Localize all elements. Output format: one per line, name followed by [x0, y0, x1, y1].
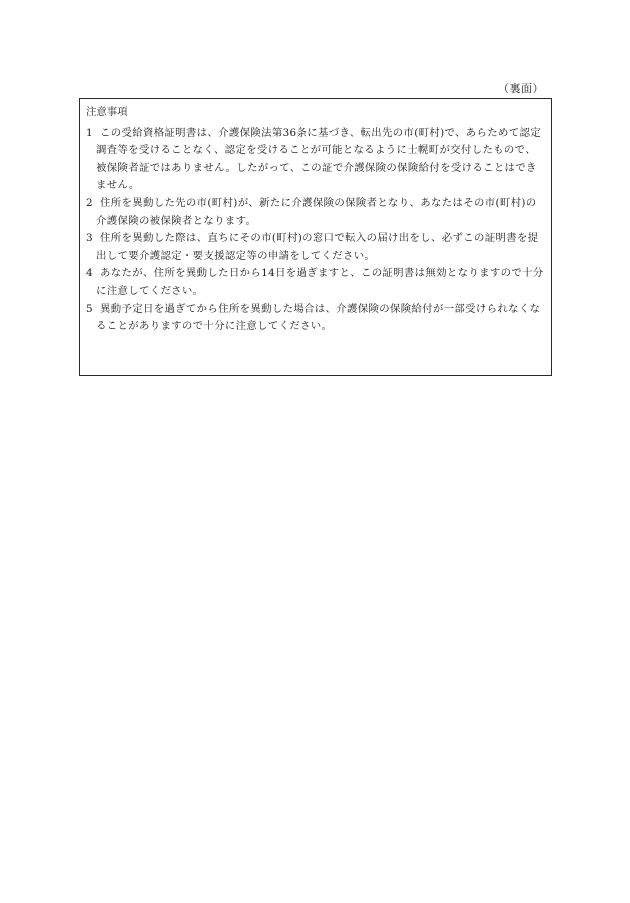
notice-item-number: 1 — [86, 126, 93, 139]
notice-item-5 — [86, 301, 545, 336]
notice-item-number: 5 — [86, 302, 93, 315]
notice-item-number: 3 — [86, 232, 93, 245]
notice-item-number: 2 — [86, 196, 93, 209]
notice-item-text: あなたが、住所を異動した日から14日を過ぎますと、この証明書は無効となりますので十分に注意してください。 — [96, 267, 544, 297]
notice-item-2 — [86, 195, 545, 230]
notice-item-4 — [86, 265, 545, 300]
notice-item-text: 異動予定日を過ぎてから住所を異動した場合は、介護保険の保険給付が一部受けられなくなることがありますので十分に注意してください。 — [96, 302, 541, 333]
notice-item-number: 4 — [86, 267, 93, 280]
notice-item-1 — [86, 125, 545, 195]
notice-item-text: 住所を異動した際は、直ちにその市(町村)の窓口で転入の届け出をし、必ずこの証明書を提出して要介護認定・要支援認定等の申請をしてください。 — [96, 232, 539, 262]
notice-item-3 — [86, 230, 545, 265]
page-side-label: （裏面） — [498, 82, 544, 95]
notice-item-text: 住所を異動した先の市(町村)が、新たに介護保険の保険者となり、あなたはその市(町村)の介護保険の被保険者となります。 — [96, 196, 537, 227]
notice-title: 注意事項 — [86, 106, 128, 118]
notice-box — [79, 98, 552, 376]
notice-item-text: この受給資格証明書は、介護保険法第36条に基づき、転出先の市(町村)で、あらためて認定調査等を受けることなく、認定を受けることが可能となるように士幌町が交付したもので、被保険者証ではありません。したがって、この証で介護保険の保険給付を受けることはできません。 — [96, 126, 541, 192]
